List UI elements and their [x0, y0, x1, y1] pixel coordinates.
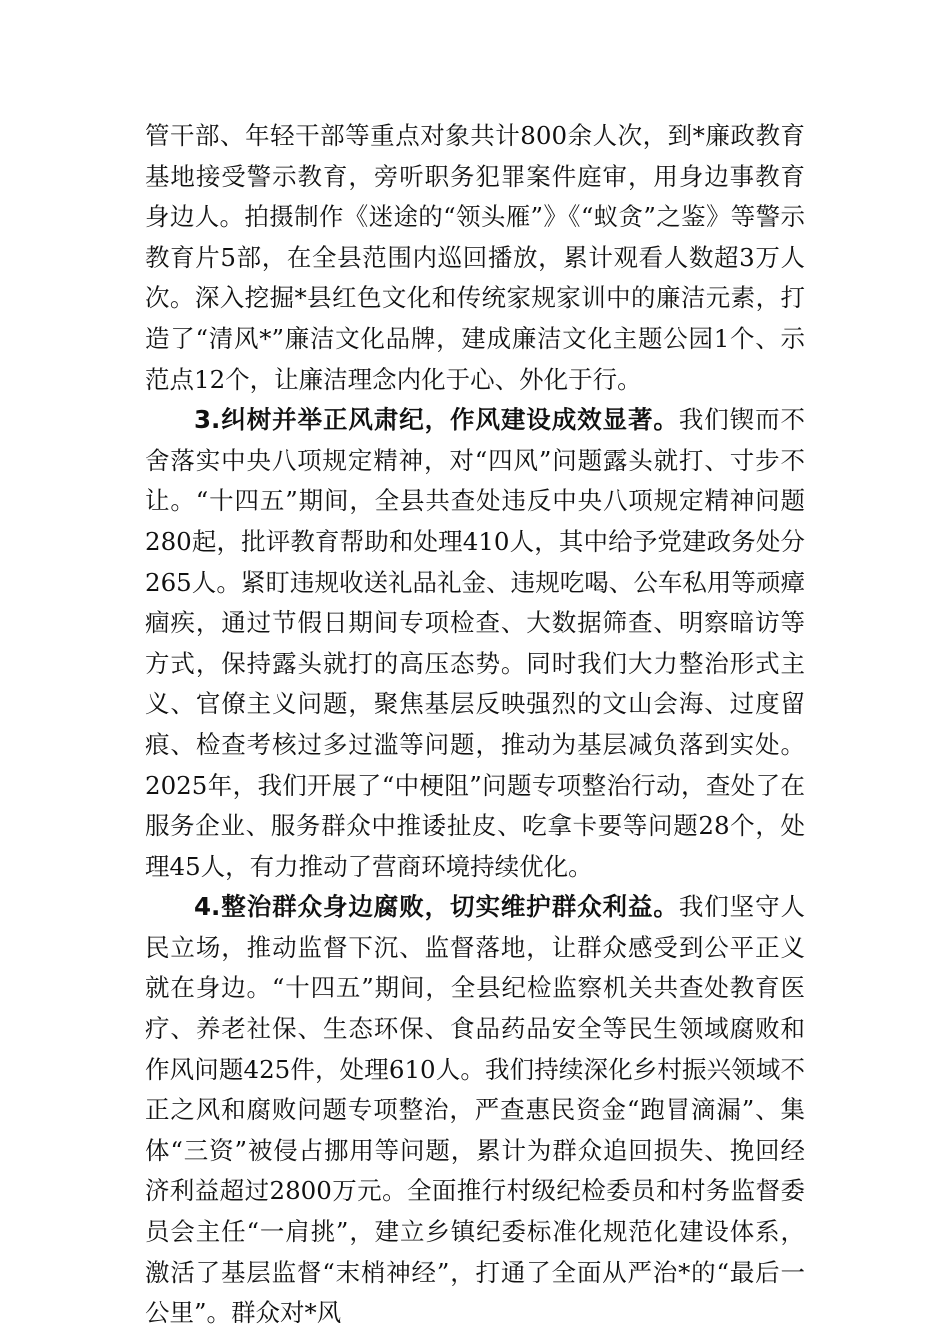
paragraph-continued: 管干部、年轻干部等重点对象共计800余人次，到*廉政教育基地接受警示教育，旁听职务犯罪案件庭审，用身边事教育身边人。拍摄制作《迷途的“领头雁”》《“蚁贪”之鉴》等警示教育片5部，在全县范围内巡回播放，累计观看人数超3万人次。深入挖掘*县红色文化和传统家规家训中的廉洁元素，打造了“清风*”廉洁文化品牌，建成廉洁文化主题公园1个、示范点12个，让廉洁理念内化于心、外化于行。	[145, 121, 805, 394]
paragraph-section-4	[145, 887, 805, 1334]
section-4-text: 我们坚守人民立场，推动监督下沉、监督落地，让群众感受到公平正义就在身边。“十四五”期间，全县纪检监察机关共查处教育医疗、养老社保、生态环保、食品药品安全等民生领域腐败和作风问题425件，处理610人。我们持续深化乡村振兴领域不正之风和腐败问题专项整治，严查惠民资金“跑冒滴漏”、集体“三资”被侵占挪用等问题，累计为群众追回损失、挽回经济利益超过2800万元。全面推行村级纪检委员和村务监督委员会主任“一肩挑”，建立乡镇纪委标准化规范化建设体系，激活了基层监督“末梢神经”，打通了全面从严治*的“最后一公里”。群众对*风	[145, 892, 806, 1328]
section-4-heading: 4.整治群众身边腐败，切实维护群众利益。	[194, 892, 679, 922]
section-3-text: 我们锲而不舍落实中央八项规定精神，对“四风”问题露头就打、寸步不让。“十四五”期间，全县共查处违反中央八项规定精神问题280起，批评教育帮助和处理410人，其中给予党建政务处分265人。紧盯违规收送礼品礼金、违规吃喝、公车私用等顽瘴痼疾，通过节假日期间专项检查、大数据筛查、明察暗访等方式，保持露头就打的高压态势。同时我们大力整治形式主义、官僚主义问题，聚焦基层反映强烈的文山会海、过度留痕、检查考核过多过滥等问题，推动为基层减负落到实处。2025年，我们开展了“中梗阻”问题专项整治行动，查处了在服务企业、服务群众中推诿扯皮、吃拿卡要等问题28个，处理45人，有力推动了营商环境持续优化。	[145, 405, 806, 881]
document-body	[145, 116, 805, 1334]
paragraph-section-3	[145, 400, 805, 887]
section-3-heading: 3.纠树并举正风肃纪，作风建设成效显著。	[194, 405, 679, 435]
